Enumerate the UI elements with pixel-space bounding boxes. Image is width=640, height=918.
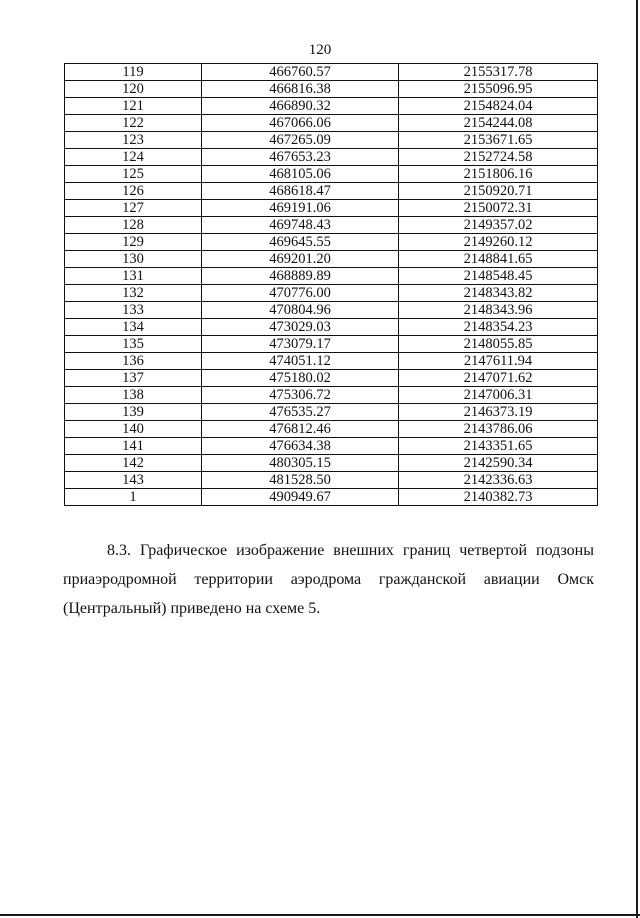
table-row — [65, 268, 598, 285]
x-coordinate-cell: 475306.72 — [202, 387, 399, 404]
point-number-cell: 140 — [65, 421, 202, 438]
point-number-cell: 130 — [65, 251, 202, 268]
table-row — [65, 217, 598, 234]
table-row — [65, 166, 598, 183]
table-row — [65, 115, 598, 132]
table-row — [65, 319, 598, 336]
y-coordinate-cell: 2153671.65 — [399, 132, 598, 149]
table-row — [65, 370, 598, 387]
point-number-cell: 123 — [65, 132, 202, 149]
y-coordinate-cell: 2143351.65 — [399, 438, 598, 455]
x-coordinate-cell: 481528.50 — [202, 472, 399, 489]
x-coordinate-cell: 476535.27 — [202, 404, 399, 421]
point-number-cell: 137 — [65, 370, 202, 387]
point-number-cell: 133 — [65, 302, 202, 319]
x-coordinate-cell: 466816.38 — [202, 81, 399, 98]
y-coordinate-cell: 2148841.65 — [399, 251, 598, 268]
x-coordinate-cell: 466760.57 — [202, 64, 399, 81]
x-coordinate-cell: 468889.89 — [202, 268, 399, 285]
y-coordinate-cell: 2140382.73 — [399, 489, 598, 506]
page-edge-bottom — [0, 914, 640, 916]
coordinates-table — [64, 63, 598, 506]
point-number-cell: 138 — [65, 387, 202, 404]
point-number-cell: 129 — [65, 234, 202, 251]
point-number-cell: 142 — [65, 455, 202, 472]
table-row — [65, 183, 598, 200]
page-number: 120 — [308, 42, 332, 58]
y-coordinate-cell: 2154824.04 — [399, 98, 598, 115]
point-number-cell: 125 — [65, 166, 202, 183]
table-row — [65, 64, 598, 81]
point-number-cell: 134 — [65, 319, 202, 336]
point-number-cell: 121 — [65, 98, 202, 115]
y-coordinate-cell: 2149357.02 — [399, 217, 598, 234]
x-coordinate-cell: 475180.02 — [202, 370, 399, 387]
table-row — [65, 489, 598, 506]
y-coordinate-cell: 2147071.62 — [399, 370, 598, 387]
paragraph-line: (Центральный) приведено на схеме 5. — [63, 600, 321, 617]
table-row — [65, 200, 598, 217]
x-coordinate-cell: 468618.47 — [202, 183, 399, 200]
y-coordinate-cell: 2148548.45 — [399, 268, 598, 285]
x-coordinate-cell: 473029.03 — [202, 319, 399, 336]
y-coordinate-cell: 2148343.82 — [399, 285, 598, 302]
table-row — [65, 387, 598, 404]
point-number-cell: 131 — [65, 268, 202, 285]
x-coordinate-cell: 467066.06 — [202, 115, 399, 132]
table-row — [65, 302, 598, 319]
point-number-cell: 139 — [65, 404, 202, 421]
y-coordinate-cell: 2150920.71 — [399, 183, 598, 200]
x-coordinate-cell: 476812.46 — [202, 421, 399, 438]
table-row — [65, 438, 598, 455]
x-coordinate-cell: 473079.17 — [202, 336, 399, 353]
x-coordinate-cell: 490949.67 — [202, 489, 399, 506]
table-row — [65, 251, 598, 268]
point-number-cell: 119 — [65, 64, 202, 81]
table-row — [65, 98, 598, 115]
y-coordinate-cell: 2150072.31 — [399, 200, 598, 217]
table-row — [65, 404, 598, 421]
coordinates-table-body — [65, 64, 598, 506]
point-number-cell: 143 — [65, 472, 202, 489]
table-row — [65, 285, 598, 302]
y-coordinate-cell: 2148055.85 — [399, 336, 598, 353]
y-coordinate-cell: 2155317.78 — [399, 64, 598, 81]
y-coordinate-cell: 2149260.12 — [399, 234, 598, 251]
page-edge-right — [636, 0, 638, 918]
x-coordinate-cell: 470776.00 — [202, 285, 399, 302]
point-number-cell: 126 — [65, 183, 202, 200]
point-number-cell: 127 — [65, 200, 202, 217]
paragraph-line: приаэродромной территории аэродрома гражданской авиации Омск — [63, 571, 594, 588]
y-coordinate-cell: 2142336.63 — [399, 472, 598, 489]
table-row — [65, 81, 598, 98]
point-number-cell: 132 — [65, 285, 202, 302]
y-coordinate-cell: 2147006.31 — [399, 387, 598, 404]
point-number-cell: 122 — [65, 115, 202, 132]
y-coordinate-cell: 2147611.94 — [399, 353, 598, 370]
section-paragraph — [63, 536, 594, 623]
table-row — [65, 149, 598, 166]
point-number-cell: 128 — [65, 217, 202, 234]
y-coordinate-cell: 2151806.16 — [399, 166, 598, 183]
table-row — [65, 132, 598, 149]
point-number-cell: 141 — [65, 438, 202, 455]
point-number-cell: 1 — [65, 489, 202, 506]
x-coordinate-cell: 467265.09 — [202, 132, 399, 149]
x-coordinate-cell: 468105.06 — [202, 166, 399, 183]
y-coordinate-cell: 2154244.08 — [399, 115, 598, 132]
x-coordinate-cell: 470804.96 — [202, 302, 399, 319]
y-coordinate-cell: 2148343.96 — [399, 302, 598, 319]
table-row — [65, 455, 598, 472]
point-number-cell: 136 — [65, 353, 202, 370]
x-coordinate-cell: 469645.55 — [202, 234, 399, 251]
x-coordinate-cell: 469748.43 — [202, 217, 399, 234]
point-number-cell: 120 — [65, 81, 202, 98]
table-row — [65, 472, 598, 489]
x-coordinate-cell: 466890.32 — [202, 98, 399, 115]
x-coordinate-cell: 480305.15 — [202, 455, 399, 472]
point-number-cell: 124 — [65, 149, 202, 166]
y-coordinate-cell: 2155096.95 — [399, 81, 598, 98]
y-coordinate-cell: 2148354.23 — [399, 319, 598, 336]
table-row — [65, 336, 598, 353]
x-coordinate-cell: 474051.12 — [202, 353, 399, 370]
table-row — [65, 234, 598, 251]
x-coordinate-cell: 467653.23 — [202, 149, 399, 166]
y-coordinate-cell: 2142590.34 — [399, 455, 598, 472]
table-row — [65, 421, 598, 438]
y-coordinate-cell: 2146373.19 — [399, 404, 598, 421]
x-coordinate-cell: 469201.20 — [202, 251, 399, 268]
paragraph-line: 8.3. Графическое изображение внешних границ четвертой подзоны — [107, 542, 594, 559]
y-coordinate-cell: 2152724.58 — [399, 149, 598, 166]
table-row — [65, 353, 598, 370]
x-coordinate-cell: 469191.06 — [202, 200, 399, 217]
point-number-cell: 135 — [65, 336, 202, 353]
x-coordinate-cell: 476634.38 — [202, 438, 399, 455]
y-coordinate-cell: 2143786.06 — [399, 421, 598, 438]
